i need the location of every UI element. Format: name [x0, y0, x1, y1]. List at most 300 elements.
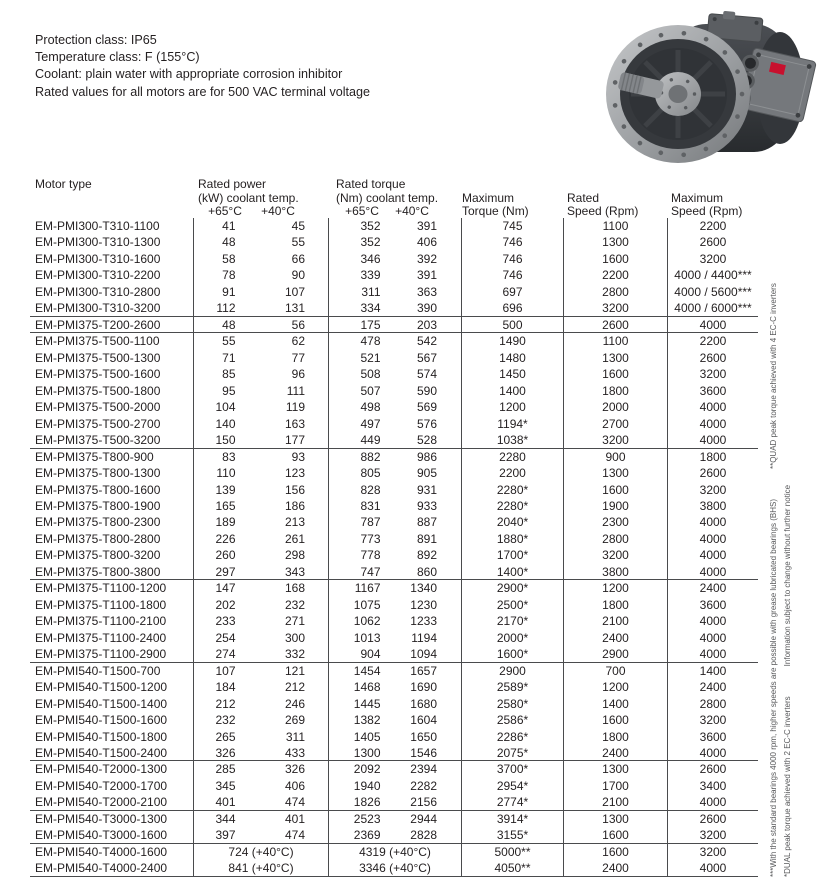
motor-type-cell: EM-PMI375-T800-2800 — [35, 531, 161, 546]
table-row — [30, 234, 758, 250]
col-rated-torque-sub: (Nm) coolant temp. — [336, 191, 439, 205]
torque-40-cell: 203 — [416, 317, 437, 332]
max-speed-cell: 2200 — [667, 218, 758, 234]
power-65-cell: 344 — [193, 811, 261, 827]
rated-speed-cell: 1900 — [563, 498, 667, 514]
motor-type-cell: EM-PMI540-T2000-1700 — [35, 778, 168, 793]
table-header — [30, 176, 758, 218]
motor-type-cell: EM-PMI375-T500-3200 — [35, 433, 161, 448]
max-torque-cell: 1880* — [461, 531, 563, 547]
rated-speed-cell: 2400 — [563, 745, 667, 761]
power-40-cell: 246 — [284, 696, 305, 711]
power-65-cell: 285 — [193, 761, 261, 777]
motor-type-cell: EM-PMI540-T3000-1300 — [35, 811, 168, 826]
power-40-cell: 343 — [284, 564, 305, 579]
power-65-cell: 58 — [193, 251, 261, 267]
max-torque-cell: 2000* — [461, 630, 563, 646]
torque-65-cell: 1940 — [328, 778, 395, 794]
power-40-cell: 433 — [284, 746, 305, 760]
max-torque-cell: 746 — [461, 251, 563, 267]
torque-40-cell: 931 — [416, 482, 437, 497]
torque-65-cell: 828 — [328, 482, 395, 498]
motor-type-cell: EM-PMI375-T800-2300 — [35, 515, 161, 530]
rated-power-span-cell: 724 (+40°C) — [193, 844, 328, 860]
table-row — [30, 696, 758, 712]
max-speed-cell: 1800 — [667, 449, 758, 465]
rated-speed-cell: 1200 — [563, 580, 667, 596]
torque-65-cell: 346 — [328, 251, 395, 267]
power-40-cell: 232 — [284, 597, 305, 612]
rated-values-line: Rated values for all motors are for 500 VAC terminal voltage — [35, 84, 371, 99]
torque-65-cell: 508 — [328, 366, 395, 382]
max-speed-cell: 4000 / 4400*** — [667, 267, 758, 283]
coolant-line: Coolant: plain water with appropriate corrosion inhibitor — [35, 67, 343, 82]
table-row — [30, 811, 758, 827]
power-65-cell: 83 — [193, 449, 261, 465]
max-torque-cell: 2580* — [461, 696, 563, 712]
torque-40-cell: 567 — [416, 350, 437, 365]
power-65-cell: 401 — [193, 794, 261, 810]
max-speed-cell: 4000 — [667, 514, 758, 530]
torque-65-cell: 831 — [328, 498, 395, 514]
motor-type-cell: EM-PMI375-T800-3800 — [35, 564, 161, 579]
torque-40-cell: 1657 — [410, 663, 437, 678]
table-row — [30, 383, 758, 399]
power-40-cell: 311 — [285, 729, 305, 744]
max-torque-cell: 3155* — [461, 827, 563, 843]
motor-type-cell: EM-PMI540-T1500-700 — [35, 663, 161, 678]
rated-speed-cell: 2200 — [563, 267, 667, 283]
torque-65-cell: 1062 — [328, 613, 395, 629]
motor-type-cell: EM-PMI300-T310-1300 — [35, 235, 161, 250]
motor-type-cell: EM-PMI375-T500-1600 — [35, 367, 161, 382]
max-torque-cell: 2200 — [461, 465, 563, 481]
max-speed-cell: 3200 — [667, 827, 758, 843]
rated-speed-cell: 2100 — [563, 794, 667, 810]
power-40-cell: 111 — [286, 383, 305, 398]
table-row — [30, 564, 758, 580]
torque-65-cell: 449 — [328, 432, 395, 448]
motor-type-cell: EM-PMI540-T2000-1300 — [35, 762, 168, 777]
table-row — [30, 580, 758, 596]
col-rated-torque: Rated torque — [336, 177, 406, 191]
table-row — [30, 827, 758, 843]
rated-speed-cell: 1800 — [563, 729, 667, 745]
power-65-cell: 140 — [193, 416, 261, 432]
max-torque-cell: 2280 — [461, 449, 563, 465]
max-torque-cell: 1490 — [461, 333, 563, 349]
motor-type-cell: EM-PMI300-T310-1100 — [35, 219, 160, 233]
motor-type-cell: EM-PMI540-T1500-1600 — [35, 713, 168, 728]
power-40-cell: 326 — [284, 762, 305, 777]
power-40-cell: 90 — [291, 268, 305, 283]
torque-65-cell: 311 — [328, 284, 395, 300]
max-speed-cell: 4000 / 5600*** — [667, 284, 758, 300]
power-40-cell: 56 — [291, 317, 305, 332]
torque-65-cell: 805 — [328, 465, 395, 481]
power-65-cell: 147 — [193, 580, 261, 596]
power-40-cell: 474 — [284, 795, 305, 810]
max-torque-cell: 1700* — [461, 547, 563, 563]
motor-type-cell: EM-PMI540-T1500-1800 — [35, 729, 168, 744]
power-40-cell: 168 — [284, 581, 305, 596]
table-row — [30, 284, 758, 300]
torque-40-cell: 391 — [416, 219, 437, 233]
max-torque-cell: 1038* — [461, 432, 563, 448]
table-row — [30, 449, 758, 465]
table-row — [30, 399, 758, 415]
rated-speed-cell: 1100 — [563, 218, 667, 234]
max-torque-cell: 1400 — [461, 383, 563, 399]
max-torque-cell: 2586* — [461, 712, 563, 728]
max-speed-cell: 2600 — [667, 234, 758, 250]
table-row — [30, 547, 758, 563]
motor-type-cell: EM-PMI540-T1500-1200 — [35, 680, 168, 695]
torque-65-cell: 773 — [328, 531, 395, 547]
table-row — [30, 416, 758, 432]
col-max-torque-1: Maximum — [462, 191, 515, 205]
motor-type-cell: EM-PMI375-T200-2600 — [35, 317, 161, 332]
max-speed-cell: 2400 — [667, 580, 758, 596]
power-65-cell: 212 — [193, 696, 261, 712]
power-65-cell: 397 — [193, 827, 261, 843]
motor-type-cell: EM-PMI540-T1500-1400 — [35, 696, 168, 711]
table-row — [30, 482, 758, 498]
table-row — [30, 646, 758, 662]
power-65-cell: 78 — [193, 267, 261, 283]
motor-photo — [596, 8, 822, 168]
torque-65-cell: 352 — [328, 234, 395, 250]
power-65-cell: 112 — [193, 300, 261, 316]
motor-type-cell: EM-PMI375-T500-2700 — [35, 416, 161, 431]
torque-40-cell: 1604 — [410, 713, 437, 728]
torque-40-cell: 986 — [416, 449, 437, 464]
torque-40-cell: 391 — [416, 268, 437, 283]
max-torque-cell: 1480 — [461, 350, 563, 366]
rated-speed-cell: 3800 — [563, 564, 667, 580]
max-speed-cell: 4000 — [667, 399, 758, 415]
max-torque-cell: 2075* — [461, 745, 563, 761]
torque-65-cell: 497 — [328, 416, 395, 432]
torque-40-cell: 887 — [416, 515, 437, 530]
rated-speed-cell: 1400 — [563, 696, 667, 712]
max-speed-cell: 4000 / 6000*** — [667, 300, 758, 316]
table-row — [30, 745, 758, 761]
max-speed-cell: 3600 — [667, 597, 758, 613]
max-torque-cell: 696 — [461, 300, 563, 316]
torque-65-cell: 1445 — [328, 696, 395, 712]
max-torque-cell: 2589* — [461, 679, 563, 695]
rated-speed-cell: 1300 — [563, 761, 667, 777]
power-40-cell: 119 — [285, 400, 305, 415]
torque-65-cell: 352 — [328, 218, 395, 234]
footnote-column-2 — [783, 485, 792, 877]
max-torque-cell: 2280* — [461, 498, 563, 514]
power-65-cell: 233 — [193, 613, 261, 629]
power-40-cell: 300 — [284, 630, 305, 645]
max-speed-cell: 4000 — [667, 613, 758, 629]
table-row — [30, 350, 758, 366]
motor-type-cell: EM-PMI375-T800-1300 — [35, 466, 161, 481]
power-65-cell: 184 — [193, 679, 261, 695]
power-40-cell: 107 — [284, 284, 305, 299]
max-speed-cell: 3200 — [667, 366, 758, 382]
power-65-cell: 139 — [193, 482, 261, 498]
torque-65-cell: 1405 — [328, 729, 395, 745]
max-speed-cell: 4000 — [667, 794, 758, 810]
max-torque-cell: 745 — [461, 218, 563, 234]
power-65-cell: 274 — [193, 646, 261, 662]
max-torque-cell: 1450 — [461, 366, 563, 382]
power-40-cell: 77 — [291, 350, 305, 365]
power-40-cell: 163 — [284, 416, 305, 431]
power-65-cell: 41 — [193, 218, 261, 234]
rated-speed-cell: 2000 — [563, 399, 667, 415]
temperature-class-line: Temperature class: F (155°C) — [35, 50, 200, 65]
power-65-cell: 265 — [193, 729, 261, 745]
table-row — [30, 218, 758, 234]
torque-40-cell: 2828 — [410, 828, 437, 843]
footnote-bearings: ***With the standard bearings 4000 rpm, higher speeds are possible with grease lubricated bearings (BHS) — [769, 499, 778, 877]
power-40-cell: 123 — [284, 466, 305, 481]
torque-65-cell: 478 — [328, 333, 395, 349]
torque-40-cell: 1194 — [411, 630, 437, 645]
power-40-cell: 121 — [284, 663, 305, 678]
footnote-quad: **QUAD peak torque achieved with 4 EC-C inverters — [769, 283, 778, 470]
torque-40-cell: 542 — [416, 334, 437, 349]
torque-40-cell: 2944 — [410, 811, 437, 826]
max-speed-cell: 4000 — [667, 630, 758, 646]
col-max-speed-2: Speed (Rpm) — [671, 204, 743, 218]
max-speed-cell: 3200 — [667, 844, 758, 860]
max-speed-cell: 3200 — [667, 712, 758, 728]
rated-speed-cell: 1600 — [563, 827, 667, 843]
table-row — [30, 761, 758, 777]
max-speed-cell: 3200 — [667, 251, 758, 267]
max-torque-cell: 2286* — [461, 729, 563, 745]
table-row — [30, 712, 758, 728]
torque-40-cell: 2394 — [410, 762, 437, 777]
torque-40-cell: 1690 — [410, 680, 437, 695]
motor-type-cell: EM-PMI375-T500-1100 — [35, 334, 160, 349]
torque-40-cell: 860 — [416, 564, 437, 579]
torque-40-cell: 891 — [416, 531, 437, 546]
torque-40-cell: 892 — [416, 548, 437, 563]
torque-65-cell: 778 — [328, 547, 395, 563]
rated-speed-cell: 2700 — [563, 416, 667, 432]
motor-type-cell: EM-PMI300-T310-2200 — [35, 268, 161, 283]
max-torque-cell: 5000** — [461, 844, 563, 860]
rated-speed-cell: 1800 — [563, 597, 667, 613]
torque-65-cell: 521 — [328, 350, 395, 366]
col-power-40: +40°C — [261, 204, 295, 218]
table-row — [30, 531, 758, 547]
power-40-cell: 62 — [291, 334, 305, 349]
torque-40-cell: 406 — [416, 235, 437, 250]
rated-speed-cell: 1300 — [563, 811, 667, 827]
table-row — [30, 300, 758, 316]
motor-type-cell: EM-PMI375-T1100-2900 — [35, 647, 167, 662]
torque-65-cell: 904 — [328, 646, 395, 662]
power-40-cell: 474 — [284, 828, 305, 843]
table-row — [30, 679, 758, 695]
power-40-cell: 212 — [284, 680, 305, 695]
motor-type-cell: EM-PMI540-T1500-2400 — [35, 746, 168, 760]
max-torque-cell: 1400* — [461, 564, 563, 580]
torque-40-cell: 392 — [416, 251, 437, 266]
max-torque-cell: 2040* — [461, 514, 563, 530]
torque-65-cell: 1300 — [328, 745, 395, 761]
table-row — [30, 366, 758, 382]
max-speed-cell: 2600 — [667, 811, 758, 827]
motor-type-cell: EM-PMI375-T500-1300 — [35, 350, 161, 365]
torque-65-cell: 2369 — [328, 827, 395, 843]
torque-65-cell: 498 — [328, 399, 395, 415]
torque-65-cell: 747 — [328, 564, 395, 580]
motor-type-cell: EM-PMI300-T310-1600 — [35, 251, 161, 266]
col-rated-speed-1: Rated — [567, 191, 600, 205]
max-torque-cell: 746 — [461, 267, 563, 283]
rated-speed-cell: 1600 — [563, 712, 667, 728]
torque-65-cell: 787 — [328, 514, 395, 530]
protection-class-line: Protection class: IP65 — [35, 33, 157, 47]
motor-type-cell: EM-PMI375-T1100-2100 — [35, 614, 167, 629]
torque-40-cell: 1233 — [410, 614, 437, 629]
motor-type-cell: EM-PMI375-T1100-2400 — [35, 630, 167, 645]
max-speed-cell: 2400 — [667, 679, 758, 695]
power-65-cell: 48 — [193, 234, 261, 250]
torque-65-cell: 882 — [328, 449, 395, 465]
torque-65-cell: 1454 — [328, 663, 395, 679]
max-torque-cell: 2170* — [461, 613, 563, 629]
table-row — [30, 860, 758, 876]
torque-40-cell: 1340 — [410, 581, 437, 596]
power-65-cell: 95 — [193, 383, 261, 399]
col-max-torque-2: Torque (Nm) — [462, 204, 529, 218]
rated-speed-cell: 700 — [563, 663, 667, 679]
power-65-cell: 104 — [193, 399, 261, 415]
torque-65-cell: 1167 — [328, 580, 395, 596]
max-torque-cell: 2500* — [461, 597, 563, 613]
col-torque-40: +40°C — [395, 204, 429, 218]
torque-65-cell: 1826 — [328, 794, 395, 810]
max-torque-cell: 2900 — [461, 663, 563, 679]
torque-65-cell: 2092 — [328, 761, 395, 777]
torque-40-cell: 1680 — [410, 696, 437, 711]
table-row — [30, 729, 758, 745]
torque-40-cell: 905 — [416, 466, 437, 481]
power-40-cell: 401 — [284, 811, 305, 826]
max-torque-cell: 2900* — [461, 580, 563, 596]
max-speed-cell: 4000 — [667, 531, 758, 547]
power-40-cell: 406 — [284, 778, 305, 793]
power-40-cell: 177 — [284, 433, 305, 448]
power-65-cell: 165 — [193, 498, 261, 514]
rated-speed-cell: 1100 — [563, 333, 667, 349]
table-row — [30, 613, 758, 629]
torque-65-cell: 2523 — [328, 811, 395, 827]
power-40-cell: 269 — [284, 713, 305, 728]
torque-40-cell: 1546 — [410, 746, 437, 760]
rated-speed-cell: 1600 — [563, 482, 667, 498]
power-40-cell: 298 — [284, 548, 305, 563]
spec-table — [30, 176, 758, 877]
table-row — [30, 514, 758, 530]
motor-type-cell: EM-PMI375-T1100-1800 — [35, 597, 167, 612]
col-motor-type: Motor type — [35, 177, 92, 191]
max-speed-cell: 3200 — [667, 482, 758, 498]
max-torque-cell: 2774* — [461, 794, 563, 810]
max-speed-cell: 2600 — [667, 761, 758, 777]
power-65-cell: 48 — [193, 317, 261, 333]
motor-type-cell: EM-PMI300-T310-3200 — [35, 301, 161, 316]
torque-40-cell: 1650 — [410, 729, 437, 744]
max-speed-cell: 4000 — [667, 860, 758, 876]
col-rated-power-sub: (kW) coolant temp. — [198, 191, 299, 205]
footnote-subject-to-change: Information subject to change without further notice — [783, 484, 792, 667]
rated-speed-cell: 2100 — [563, 613, 667, 629]
max-torque-cell: 697 — [461, 284, 563, 300]
footnote-column-1 — [769, 283, 778, 877]
table-row — [30, 432, 758, 448]
torque-40-cell: 2156 — [410, 795, 437, 810]
torque-65-cell: 1075 — [328, 597, 395, 613]
max-speed-cell: 3800 — [667, 498, 758, 514]
torque-40-cell: 2282 — [410, 778, 437, 793]
max-speed-cell: 4000 — [667, 564, 758, 580]
table-row — [30, 794, 758, 810]
col-rated-power: Rated power — [198, 177, 267, 191]
power-65-cell: 110 — [193, 465, 261, 481]
max-speed-cell: 4000 — [667, 646, 758, 662]
footnote-dual: *DUAL peak torque achieved with 2 EC-C inverters — [783, 696, 792, 877]
max-torque-cell: 2280* — [461, 482, 563, 498]
motor-type-cell: EM-PMI375-T800-3200 — [35, 548, 161, 563]
table-row — [30, 251, 758, 267]
col-power-65: +65°C — [208, 204, 242, 218]
power-65-cell: 71 — [193, 350, 261, 366]
max-torque-cell: 4050** — [461, 860, 563, 876]
motor-type-cell: EM-PMI540-T3000-1600 — [35, 828, 168, 843]
motor-type-cell: EM-PMI375-T500-1800 — [35, 383, 161, 398]
torque-40-cell: 390 — [416, 301, 437, 316]
rated-speed-cell: 1300 — [563, 234, 667, 250]
table-row — [30, 778, 758, 794]
rated-speed-cell: 2600 — [563, 317, 667, 333]
power-40-cell: 213 — [284, 515, 305, 530]
table-body — [30, 218, 758, 877]
power-65-cell: 254 — [193, 630, 261, 646]
max-speed-cell: 4000 — [667, 547, 758, 563]
motor-type-cell: EM-PMI540-T2000-2100 — [35, 795, 168, 810]
max-speed-cell: 2200 — [667, 333, 758, 349]
col-torque-65: +65°C — [345, 204, 379, 218]
torque-65-cell: 1382 — [328, 712, 395, 728]
torque-65-cell: 1013 — [328, 630, 395, 646]
rated-speed-cell: 1300 — [563, 465, 667, 481]
col-max-speed-1: Maximum — [671, 191, 724, 205]
power-65-cell: 326 — [193, 745, 261, 761]
max-speed-cell: 2600 — [667, 350, 758, 366]
torque-65-cell: 339 — [328, 267, 395, 283]
info-block — [35, 32, 370, 101]
torque-40-cell: 574 — [416, 367, 437, 382]
rated-speed-cell: 1600 — [563, 844, 667, 860]
power-65-cell: 345 — [193, 778, 261, 794]
torque-65-cell: 1468 — [328, 679, 395, 695]
torque-65-cell: 507 — [328, 383, 395, 399]
motor-type-cell: EM-PMI375-T500-2000 — [35, 400, 161, 415]
